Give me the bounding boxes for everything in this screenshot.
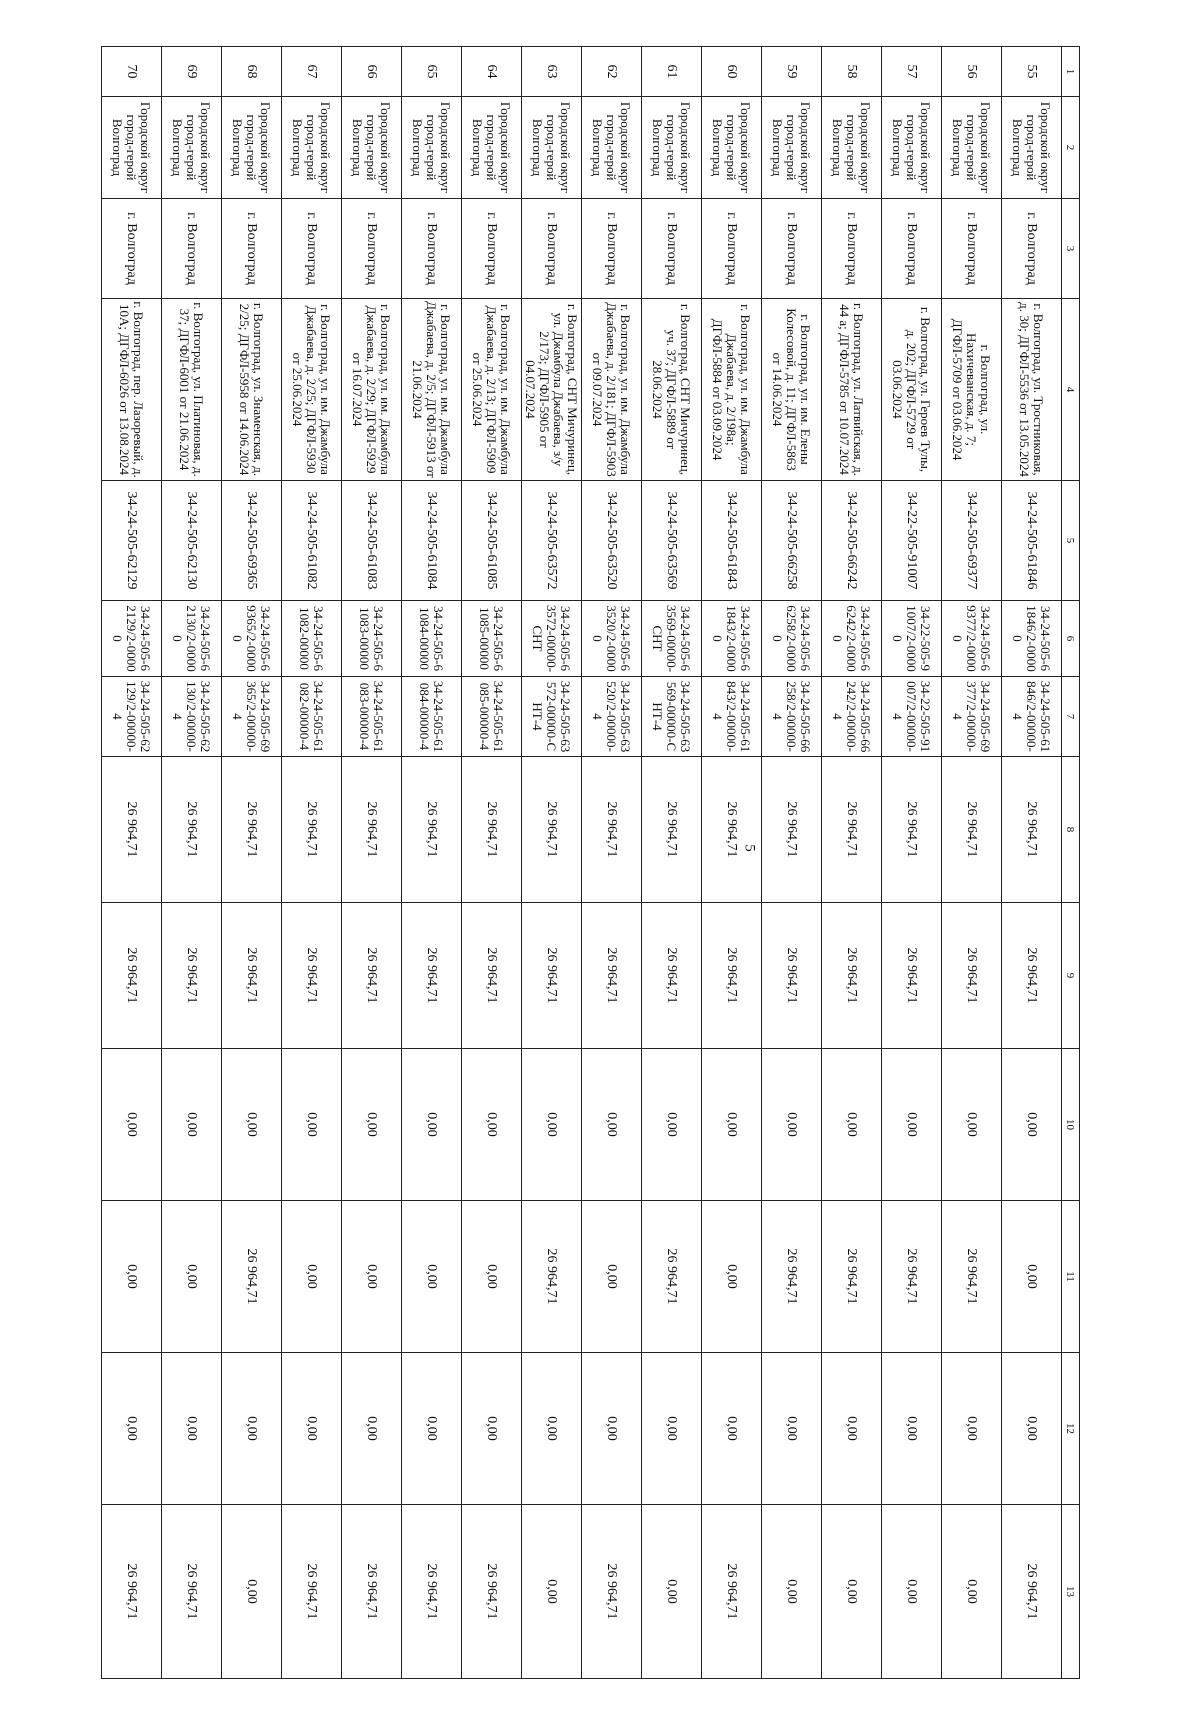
settlement: г. Волгоград: [762, 199, 822, 299]
municipality: Городской округ город-герой Волгоград: [582, 97, 642, 199]
address-contract: г. Волгоград, ул. им. Джамбула Джабаева, д. 2/198а; ДГФЛ-5884 от 03.09.2024: [702, 299, 762, 481]
amount-col-13: 26 964,71: [162, 1505, 222, 1679]
row-number: 70: [102, 47, 162, 97]
row-number: 66: [342, 47, 402, 97]
amount-col-10: 0,00: [102, 1049, 162, 1201]
amount-col-9: 26 964,71: [822, 903, 882, 1049]
contract-id: 34-24-505-66242/2-00000-4: [822, 677, 882, 757]
amount-col-13: 0,00: [762, 1505, 822, 1679]
object-code: 34-24-505-62129: [102, 481, 162, 601]
column-number-11: 11: [1062, 1201, 1080, 1353]
row-number: 65: [402, 47, 462, 97]
column-number-1: 1: [1062, 47, 1080, 97]
table-row: [102, 47, 162, 1679]
municipality: Городской округ город-герой Волгоград: [762, 97, 822, 199]
settlement: г. Волгоград: [882, 199, 942, 299]
amount-col-11: 0,00: [282, 1201, 342, 1353]
settlement: г. Волгоград: [102, 199, 162, 299]
row-number: 68: [222, 47, 282, 97]
column-number-8: 8: [1062, 757, 1080, 903]
contract-id: 34-24-505-61843/2-00000-4: [702, 677, 762, 757]
application-id: 34-24-505-61846/2-00000: [1002, 601, 1062, 677]
municipality: Городской округ город-герой Волгоград: [102, 97, 162, 199]
amount-col-12: 0,00: [642, 1353, 702, 1505]
amount-col-13: 26 964,71: [1002, 1505, 1062, 1679]
amount-col-12: 0,00: [762, 1353, 822, 1505]
settlement: г. Волгоград: [282, 199, 342, 299]
amount-col-11: 26 964,71: [522, 1201, 582, 1353]
column-number-5: 5: [1062, 481, 1080, 601]
municipality: Городской округ город-герой Волгоград: [942, 97, 1002, 199]
amount-col-10: 0,00: [462, 1049, 522, 1201]
contract-id: 34-24-505-61846/2-00000-4: [1002, 677, 1062, 757]
amount-col-13: 0,00: [642, 1505, 702, 1679]
row-number: 69: [162, 47, 222, 97]
amount-col-11: 0,00: [462, 1201, 522, 1353]
amount-col-8: 26 964,71: [582, 757, 642, 903]
amount-col-10: 0,00: [282, 1049, 342, 1201]
amount-col-8: 26 964,71: [462, 757, 522, 903]
amount-col-9: 26 964,71: [102, 903, 162, 1049]
row-number: 64: [462, 47, 522, 97]
amount-col-11: 0,00: [1002, 1201, 1062, 1353]
table-row: [1002, 47, 1062, 1679]
amount-col-12: 0,00: [162, 1353, 222, 1505]
contract-id: 34-24-505-63569-00000-СНТ-4: [642, 677, 702, 757]
amount-col-11: 0,00: [342, 1201, 402, 1353]
amount-col-13: 0,00: [822, 1505, 882, 1679]
address-contract: г. Волгоград, ул. Платиновая, д. 37; ДГФЛ-6001 от 21.06.2024: [162, 299, 222, 481]
object-code: 34-24-505-63520: [582, 481, 642, 601]
amount-col-12: 0,00: [522, 1353, 582, 1505]
address-contract: г. Волгоград, ул. Латвийская, д. 44 а; ДГФЛ-5785 от 10.07.2024: [822, 299, 882, 481]
municipality: Городской округ город-герой Волгоград: [702, 97, 762, 199]
address-contract: г. Волгоград, ул. Тростниковая, д. 30; ДГФЛ-5536 от 13.05.2024: [1002, 299, 1062, 481]
table-row: [582, 47, 642, 1679]
amount-col-8: 26 964,71: [222, 757, 282, 903]
contract-id: 34-24-505-61083-00000-4: [342, 677, 402, 757]
amount-col-13: 26 964,71: [462, 1505, 522, 1679]
amount-col-10: 0,00: [882, 1049, 942, 1201]
page-number: 5: [741, 844, 758, 852]
settlement: г. Волгоград: [162, 199, 222, 299]
table-row: [822, 47, 882, 1679]
amount-col-10: 0,00: [762, 1049, 822, 1201]
column-number-row: [1062, 47, 1080, 1679]
table-row: [402, 47, 462, 1679]
amount-col-11: 26 964,71: [822, 1201, 882, 1353]
amount-col-12: 0,00: [102, 1353, 162, 1505]
amount-col-8: 26 964,71: [522, 757, 582, 903]
amount-col-10: 0,00: [822, 1049, 882, 1201]
application-id: 34-24-505-61084-00000: [402, 601, 462, 677]
amount-col-9: 26 964,71: [882, 903, 942, 1049]
amount-col-8: 26 964,71: [342, 757, 402, 903]
settlement: г. Волгоград: [942, 199, 1002, 299]
settlement: г. Волгоград: [522, 199, 582, 299]
table-body: [102, 47, 1062, 1679]
amount-col-13: 0,00: [222, 1505, 282, 1679]
contract-id: 34-24-505-63520/2-00000-4: [582, 677, 642, 757]
amount-col-13: 26 964,71: [582, 1505, 642, 1679]
table-row: [882, 47, 942, 1679]
rotated-table-container: [110, 46, 1080, 1678]
application-id: 34-24-505-69365/2-00000: [222, 601, 282, 677]
amount-col-12: 0,00: [882, 1353, 942, 1505]
table-row: [762, 47, 822, 1679]
column-number-2: 2: [1062, 97, 1080, 199]
amount-col-11: 0,00: [162, 1201, 222, 1353]
column-number-10: 10: [1062, 1049, 1080, 1201]
object-code: 34-24-505-69365: [222, 481, 282, 601]
address-contract: г. Волгоград, ул. им. Елены Колесовой, д. 11; ДГФЛ-5863 от 14.06.2024: [762, 299, 822, 481]
settlement: г. Волгоград: [582, 199, 642, 299]
row-number: 67: [282, 47, 342, 97]
contract-id: 34-24-505-69365/2-00000-4: [222, 677, 282, 757]
amount-col-12: 0,00: [342, 1353, 402, 1505]
amount-col-11: 0,00: [702, 1201, 762, 1353]
object-code: 34-24-505-61084: [402, 481, 462, 601]
address-contract: г. Волгоград, СНТ Мичуринец, ул. Джамбула Джабаева, з/у 2/173; ДГФЛ-5905 от 04.07.2024: [522, 299, 582, 481]
municipality: Городской округ город-герой Волгоград: [822, 97, 882, 199]
amount-col-13: 26 964,71: [402, 1505, 462, 1679]
object-code: 34-24-505-61083: [342, 481, 402, 601]
address-contract: г. Волгоград, ул. Героев Тулы, д. 202; ДГФЛ-5729 от 03.06.2024: [882, 299, 942, 481]
application-id: 34-24-505-63520/2-00000: [582, 601, 642, 677]
contract-id: 34-24-505-61085-00000-4: [462, 677, 522, 757]
object-code: 34-24-505-63572: [522, 481, 582, 601]
amount-col-9: 26 964,71: [282, 903, 342, 1049]
application-id: 34-24-505-61843/2-00000: [702, 601, 762, 677]
address-contract: г. Волгоград, ул. Нахичеванская, д. 7; ДГФЛ-5709 от 03.06.2024: [942, 299, 1002, 481]
amount-col-8: 26 964,71: [1002, 757, 1062, 903]
column-number-12: 12: [1062, 1353, 1080, 1505]
amount-col-8: 26 964,71: [822, 757, 882, 903]
settlement: г. Волгоград: [822, 199, 882, 299]
amount-col-8: 26 964,71: [162, 757, 222, 903]
address-contract: г. Волгоград, ул. им. Джамбула Джабаева, д. 2/25; ДГФЛ-5930 от 25.06.2024: [282, 299, 342, 481]
application-id: 34-24-505-62130/2-00000: [162, 601, 222, 677]
amount-col-11: 26 964,71: [942, 1201, 1002, 1353]
amount-col-10: 0,00: [642, 1049, 702, 1201]
address-contract: г. Волгоград, ул. им. Джамбула Джабаева, д. 2/181; ДГФЛ-5903 от 09.07.2024: [582, 299, 642, 481]
amount-col-11: 26 964,71: [222, 1201, 282, 1353]
table-row: [282, 47, 342, 1679]
address-contract: г. Волгоград, ул. им. Джамбула Джабаева, д. 2/13; ДГФЛ-5909 от 25.06.2024: [462, 299, 522, 481]
settlement: г. Волгоград: [702, 199, 762, 299]
table-row: [342, 47, 402, 1679]
object-code: 34-24-505-66258: [762, 481, 822, 601]
column-number-13: 13: [1062, 1505, 1080, 1679]
amount-col-10: 0,00: [162, 1049, 222, 1201]
amount-col-9: 26 964,71: [702, 903, 762, 1049]
amount-col-9: 26 964,71: [522, 903, 582, 1049]
table-row: [942, 47, 1002, 1679]
row-number: 61: [642, 47, 702, 97]
object-code: 34-24-505-61085: [462, 481, 522, 601]
amount-col-13: 26 964,71: [702, 1505, 762, 1679]
amount-col-9: 26 964,71: [222, 903, 282, 1049]
amount-col-8: 26 964,71: [942, 757, 1002, 903]
contract-id: 34-24-505-62130/2-00000-4: [162, 677, 222, 757]
amount-col-10: 0,00: [342, 1049, 402, 1201]
amount-col-8: 26 964,71: [882, 757, 942, 903]
object-code: 34-24-505-61082: [282, 481, 342, 601]
application-id: 34-24-505-66258/2-00000: [762, 601, 822, 677]
municipality: Городской округ город-герой Волгоград: [462, 97, 522, 199]
amount-col-9: 26 964,71: [642, 903, 702, 1049]
object-code: 34-22-505-91007: [882, 481, 942, 601]
amount-col-12: 0,00: [282, 1353, 342, 1505]
table-row: [702, 47, 762, 1679]
amount-col-9: 26 964,71: [942, 903, 1002, 1049]
table-row: [642, 47, 702, 1679]
application-id: 34-24-505-63569-00000-СНТ: [642, 601, 702, 677]
amount-col-13: 26 964,71: [102, 1505, 162, 1679]
amount-col-11: 0,00: [582, 1201, 642, 1353]
object-code: 34-24-505-69377: [942, 481, 1002, 601]
application-id: 34-24-505-61083-00000: [342, 601, 402, 677]
amount-col-12: 0,00: [942, 1353, 1002, 1505]
row-number: 57: [882, 47, 942, 97]
settlement: г. Волгоград: [342, 199, 402, 299]
row-number: 55: [1002, 47, 1062, 97]
amount-col-8: 26 964,71: [762, 757, 822, 903]
column-number-3: 3: [1062, 199, 1080, 299]
amount-col-9: 26 964,71: [402, 903, 462, 1049]
amount-col-11: 26 964,71: [882, 1201, 942, 1353]
municipality: Городской округ город-герой Волгоград: [282, 97, 342, 199]
table-row: [162, 47, 222, 1679]
object-code: 34-24-505-61843: [702, 481, 762, 601]
application-id: 34-24-505-69377/2-00000: [942, 601, 1002, 677]
amount-col-10: 0,00: [522, 1049, 582, 1201]
amount-col-10: 0,00: [702, 1049, 762, 1201]
amount-col-8: 26 964,71: [402, 757, 462, 903]
application-id: 34-24-505-61082-00000: [282, 601, 342, 677]
amount-col-8: 26 964,71: [282, 757, 342, 903]
amount-col-10: 0,00: [1002, 1049, 1062, 1201]
municipality: Городской округ город-герой Волгоград: [342, 97, 402, 199]
table-row: [222, 47, 282, 1679]
object-code: 34-24-505-63569: [642, 481, 702, 601]
application-id: 34-24-505-66242/2-00000: [822, 601, 882, 677]
amount-col-11: 0,00: [102, 1201, 162, 1353]
application-id: 34-24-505-61085-00000: [462, 601, 522, 677]
amount-col-9: 26 964,71: [462, 903, 522, 1049]
row-number: 58: [822, 47, 882, 97]
address-contract: г. Волгоград, СНТ Мичуринец, уч. 37; ДГФЛ-5889 от 28.06.2024: [642, 299, 702, 481]
column-number-4: 4: [1062, 299, 1080, 481]
amount-col-13: 26 964,71: [342, 1505, 402, 1679]
amount-col-13: 0,00: [942, 1505, 1002, 1679]
settlement: г. Волгоград: [642, 199, 702, 299]
address-contract: г. Волгоград, ул. им. Джамбула Джабаева, д. 2/5; ДГФЛ-5913 от 21.06.2024: [402, 299, 462, 481]
registry-table: [101, 46, 1080, 1679]
settlement: г. Волгоград: [462, 199, 522, 299]
contract-id: 34-24-505-63572-00000-СНТ-4: [522, 677, 582, 757]
amount-col-12: 0,00: [222, 1353, 282, 1505]
settlement: г. Волгоград: [402, 199, 462, 299]
row-number: 63: [522, 47, 582, 97]
amount-col-12: 0,00: [822, 1353, 882, 1505]
row-number: 60: [702, 47, 762, 97]
amount-col-8: 26 964,71: [642, 757, 702, 903]
row-number: 56: [942, 47, 1002, 97]
object-code: 34-24-505-61846: [1002, 481, 1062, 601]
object-code: 34-24-505-62130: [162, 481, 222, 601]
contract-id: 34-24-505-66258/2-00000-4: [762, 677, 822, 757]
municipality: Городской округ город-герой Волгоград: [1002, 97, 1062, 199]
amount-col-12: 0,00: [702, 1353, 762, 1505]
amount-col-9: 26 964,71: [1002, 903, 1062, 1049]
amount-col-9: 26 964,71: [582, 903, 642, 1049]
amount-col-10: 0,00: [402, 1049, 462, 1201]
amount-col-10: 0,00: [582, 1049, 642, 1201]
municipality: Городской округ город-герой Волгоград: [222, 97, 282, 199]
contract-id: 34-24-505-61084-00000-4: [402, 677, 462, 757]
amount-col-8: 26 964,71: [702, 757, 762, 903]
amount-col-12: 0,00: [402, 1353, 462, 1505]
amount-col-12: 0,00: [582, 1353, 642, 1505]
amount-col-13: 26 964,71: [282, 1505, 342, 1679]
address-contract: г. Волгоград, пер. Лазоревый, д. 10А; ДГФЛ-6026 от 13.08.2024: [102, 299, 162, 481]
row-number: 62: [582, 47, 642, 97]
object-code: 34-24-505-66242: [822, 481, 882, 601]
municipality: Городской округ город-герой Волгоград: [882, 97, 942, 199]
municipality: Городской округ город-герой Волгоград: [402, 97, 462, 199]
amount-col-8: 26 964,71: [102, 757, 162, 903]
amount-col-11: 0,00: [402, 1201, 462, 1353]
application-id: 34-24-505-63572-00000-СНТ: [522, 601, 582, 677]
municipality: Городской округ город-герой Волгоград: [162, 97, 222, 199]
column-number-9: 9: [1062, 903, 1080, 1049]
amount-col-10: 0,00: [942, 1049, 1002, 1201]
amount-col-12: 0,00: [462, 1353, 522, 1505]
contract-id: 34-24-505-61082-00000-4: [282, 677, 342, 757]
amount-col-9: 26 964,71: [342, 903, 402, 1049]
amount-col-9: 26 964,71: [762, 903, 822, 1049]
amount-col-10: 0,00: [222, 1049, 282, 1201]
amount-col-11: 26 964,71: [642, 1201, 702, 1353]
settlement: г. Волгоград: [1002, 199, 1062, 299]
amount-col-13: 0,00: [522, 1505, 582, 1679]
column-number-6: 6: [1062, 601, 1080, 677]
table-row: [522, 47, 582, 1679]
contract-id: 34-24-505-62129/2-00000-4: [102, 677, 162, 757]
application-id: 34-22-505-91007/2-00000: [882, 601, 942, 677]
amount-col-12: 0,00: [1002, 1353, 1062, 1505]
amount-col-9: 26 964,71: [162, 903, 222, 1049]
column-number-7: 7: [1062, 677, 1080, 757]
amount-col-13: 0,00: [882, 1505, 942, 1679]
contract-id: 34-24-505-69377/2-00000-4: [942, 677, 1002, 757]
address-contract: г. Волгоград, ул. им. Джамбула Джабаева, д. 2/29; ДГФЛ-5929 от 16.07.2024: [342, 299, 402, 481]
amount-col-11: 26 964,71: [762, 1201, 822, 1353]
settlement: г. Волгоград: [222, 199, 282, 299]
municipality: Городской округ город-герой Волгоград: [522, 97, 582, 199]
municipality: Городской округ город-герой Волгоград: [642, 97, 702, 199]
application-id: 34-24-505-62129/2-00000: [102, 601, 162, 677]
address-contract: г. Волгоград, ул. Знаменская, д. 2/25; ДГФЛ-5958 от 14.06.2024: [222, 299, 282, 481]
table-row: [462, 47, 522, 1679]
contract-id: 34-22-505-91007/2-00000-4: [882, 677, 942, 757]
row-number: 59: [762, 47, 822, 97]
